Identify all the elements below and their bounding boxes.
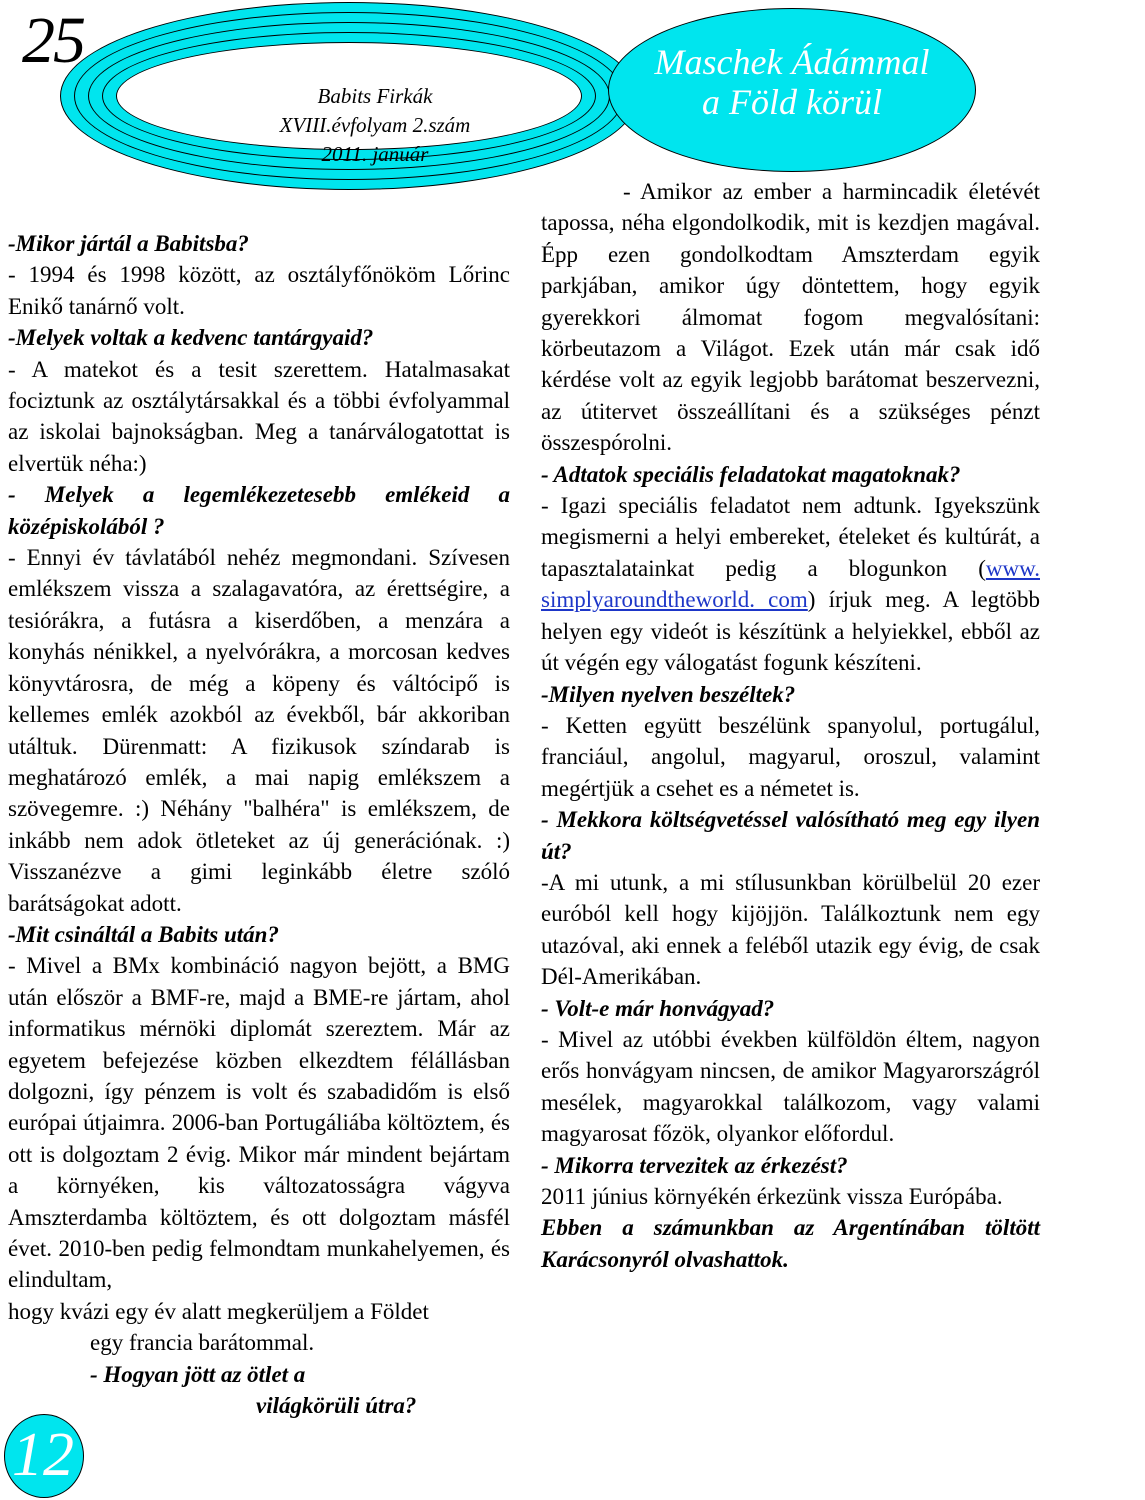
article-title-line2: a Föld körül [702,82,882,122]
answer: - Ketten együtt beszélünk spanyolul, portugálul, franciául, angolul, magyarul, oroszul, valamint megértjük a csehet es a németet is. [541,712,1040,801]
page-number: 12 [12,1421,74,1489]
answer: - Mivel az utóbbi években külföldön éltem, nagyon erős honvágyam nincsen, de amikor Magyarországról mesélek, magyarokkal találkozom, vagy valami magyarosat főzök, olyankor előfordul. [541,1026,1040,1147]
question: - Hogyan jött az ötlet a [90,1361,306,1387]
question: - Adtatok speciális feladatokat magatoknak? [541,461,961,487]
answer: - Mivel a BMx kombináció nagyon bejött, a BMG után először a BMF-re, majd a BME-re jártam, ahol informatikus mérnöki diplomát szereztem. Már az egyetem befejezése közben elkezdtem félállásban dolgozni, így pénzem is volt és szabadidőm is első európai útjaimra. 2006-ban Portugáliába költöztem, és ott is dolgoztam 2 évig. Mikor már mindent bejártam a környéken, kis változatosságra vágyva Amszterdamba költöztem, és ott dolgoztam másfél évet. 2010-ben pedig felmondtam munkahelyemen, és elindultam, [8,953,510,1293]
answer-text: - Igazi speciális feladatot nem adtunk. Igyekszünk megismerni a helyi embereket, ételeket és kultúrát, a tapasztalatainkat pedig a blogunkon ( [541,493,1040,581]
publication-info [230,82,520,169]
question: -Melyek voltak a kedvenc tantárgyaid? [8,325,374,351]
question: -Milyen nyelven beszéltek? [541,681,796,707]
question: - Volt-e már honvágyad? [541,995,775,1021]
question: világkörüli útra? [256,1393,417,1419]
question: -Mikor jártál a Babitsba? [8,231,249,256]
article-title [608,42,976,122]
answer: -A mi utunk, a mi stílusunkban körülbelül 20 ezer euróból kell hogy kijöjjön. Találkoztunk nem egy utazóval, aki ennek a feléből utazik egy évig, de csak Dél-Amerikában. [541,869,1040,990]
right-column [541,176,1040,1275]
question: -Mit csináltál a Babits után? [8,921,279,947]
answer: - A matekot és a tesit szerettem. Hatalmasakat fociztunk az osztálytársakkal és a többi évfolyammal az iskolai bajnokságban. Meg a tanárválogatottat is elvertük néha:) [8,356,510,476]
answer: - 1994 és 1998 között, az osztályfőnököm Lőrinc Enikő tanárnő volt. [8,262,510,319]
article-title-line1: Maschek Ádámmal [654,42,930,82]
question: - Mekkora költségvetéssel valósítható meg egy ilyen út? [541,807,1040,864]
blog-link[interactable]: www. simplyaroundtheworld. com [541,555,1040,613]
answer: 2011 június környékén érkezünk vissza Európába. [541,1184,1003,1209]
magazine-name: Babits Firkák [317,84,433,108]
issue-date: 2011. január [321,142,429,166]
answer-line: egy francia barátommal. [90,1330,315,1356]
question: - Melyek a legemlékezetesebb emlékeid a középiskolából ? [8,482,510,539]
answer: - Ennyi év távlatából nehéz megmondani. Szívesen emlékszem vissza a szalagavatóra, az érettségire, a tesiórákra, a futásra a kiserdőben, a menzára a konyhás nénikkel, a nyelvórákra, a morcosan kedves könyvtárosra, de még a köpeny és váltócipő is kellemes emlék azokból az évekből, bár akkoriban utáltuk. Dürenmatt: A fizikusok színdarab is meghatározó emlék, a mai napig emlékszem a szövegemre. :) Néhány "balhéra" is emlékszem, de inkább nem adok ötleteket az új generációnak. :) Visszanézve a gimi leginkább életre szóló barátságokat adott. [8,545,510,916]
issue-number: 25 [22,4,84,77]
left-column [8,228,510,1421]
volume-issue: XVIII.évfolyam 2.szám [279,113,471,137]
closing-note: Ebben a számunkban az Argentínában töltött Karácsonyról olvashattok. [541,1215,1040,1272]
answer: - Amikor az ember a harmincadik életévét tapossa, néha elgondolkodik, mit is kezdjen magával. Épp ezen gondolkodtam Amszterdam egyik parkjában, amikor úgy döntettem, hogy egyik gyerekkori álmomat fogom megvalósítani: körbeutazom a Világot. Ezek után már csak idő kérdése volt az egyik legjobb barátomat beszervezni, az útitervet összeállítani és a szükséges pénzt összespórolni. [541,179,1040,456]
answer [541,490,1040,678]
question: - Mikorra tervezitek az érkezést? [541,1152,848,1178]
answer-text: ) írjuk meg. A legtöbb helyen egy videót is készítünk a helyiekkel, ebből az út végén egy válogatást fogunk készíteni. [541,587,1040,676]
answer-line: hogy kvázi egy év alatt megkerüljem a Földet [8,1298,429,1324]
